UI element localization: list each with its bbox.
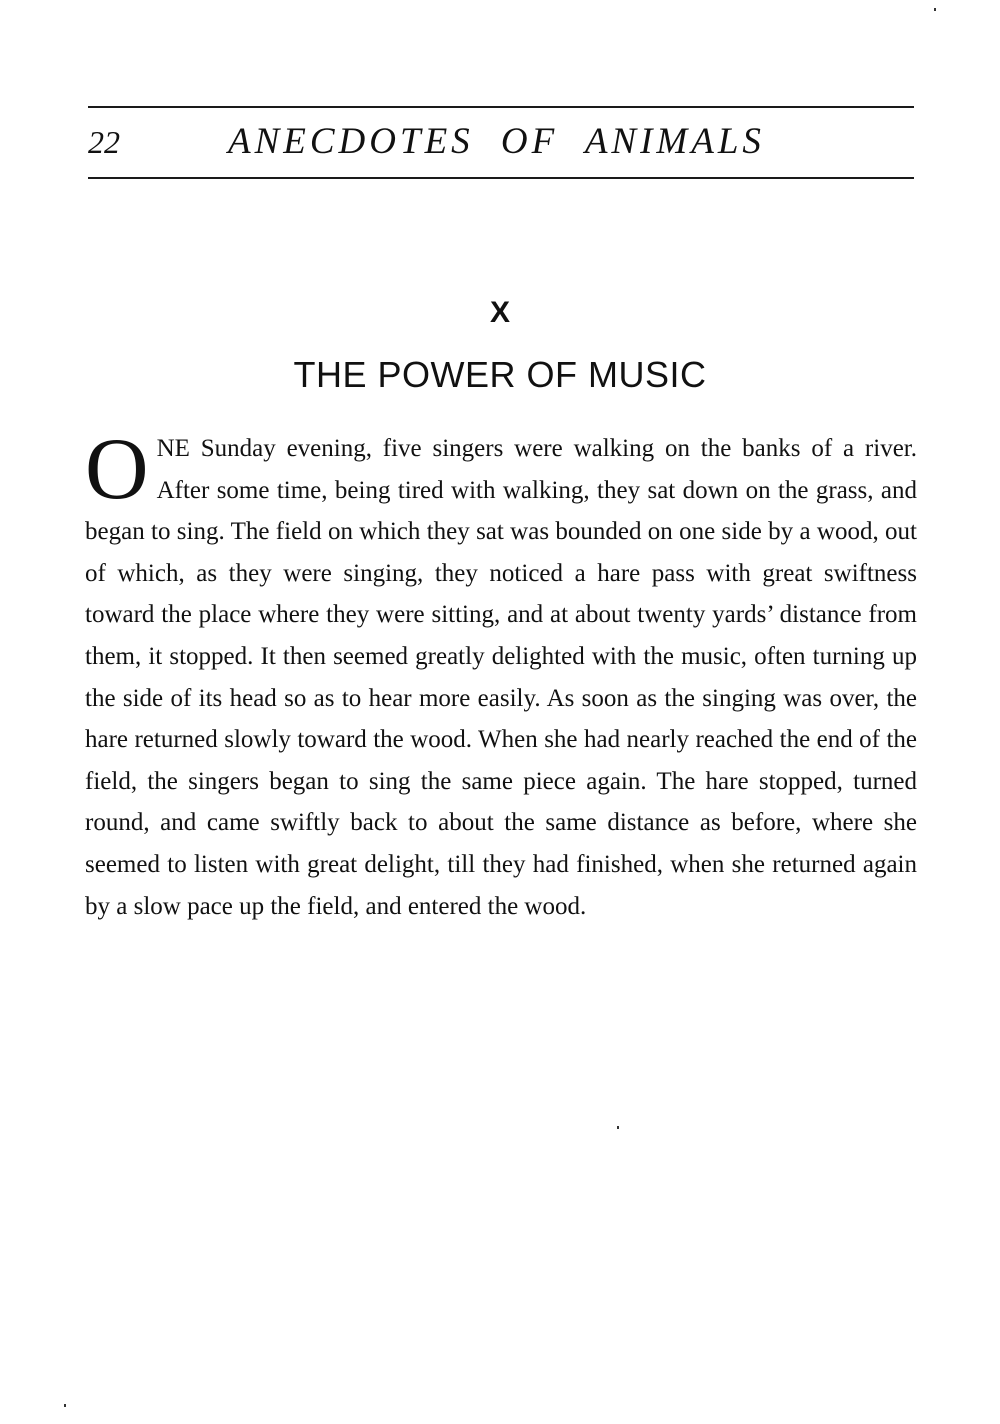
- running-head: [88, 120, 914, 170]
- book-title: ANECDOTES OF ANIMALS: [228, 121, 765, 162]
- header-top-rule: [88, 106, 914, 108]
- page-number: 22: [88, 124, 120, 160]
- drop-cap: O: [85, 421, 149, 518]
- paragraph: [85, 421, 917, 927]
- print-speck: [934, 8, 936, 11]
- header-bottom-rule: [88, 177, 914, 179]
- chapter-body: [85, 421, 917, 927]
- print-speck: [617, 1126, 619, 1129]
- chapter-number: X: [489, 296, 510, 329]
- chapter-title: THE POWER OF MUSIC: [293, 354, 707, 395]
- print-speck: [64, 1404, 66, 1407]
- paragraph-text: NE Sunday evening, five singers were walking on the banks of a river. After some time, being tired with walking, they sat down on the grass, and began to sing. The field on which they sat was bounded on one side by a wood, out of which, as they were singing, they noticed a hare pass with great swiftness toward the place where they were sitting, and at about twenty yards’ distance from them, it stopped. It then seemed greatly delighted with the music, often turning up the side of its head so as to hear more easily. As soon as the singing was over, the hare returned slowly toward the wood. When she had nearly reached the end of the field, the singers began to sing the same piece again. The hare stopped, turned round, and came swiftly back to about the same distance as before, where she seemed to listen with great delight, till they had finished, when she returned again by a slow pace up the field, and entered the wood.: [85, 435, 917, 920]
